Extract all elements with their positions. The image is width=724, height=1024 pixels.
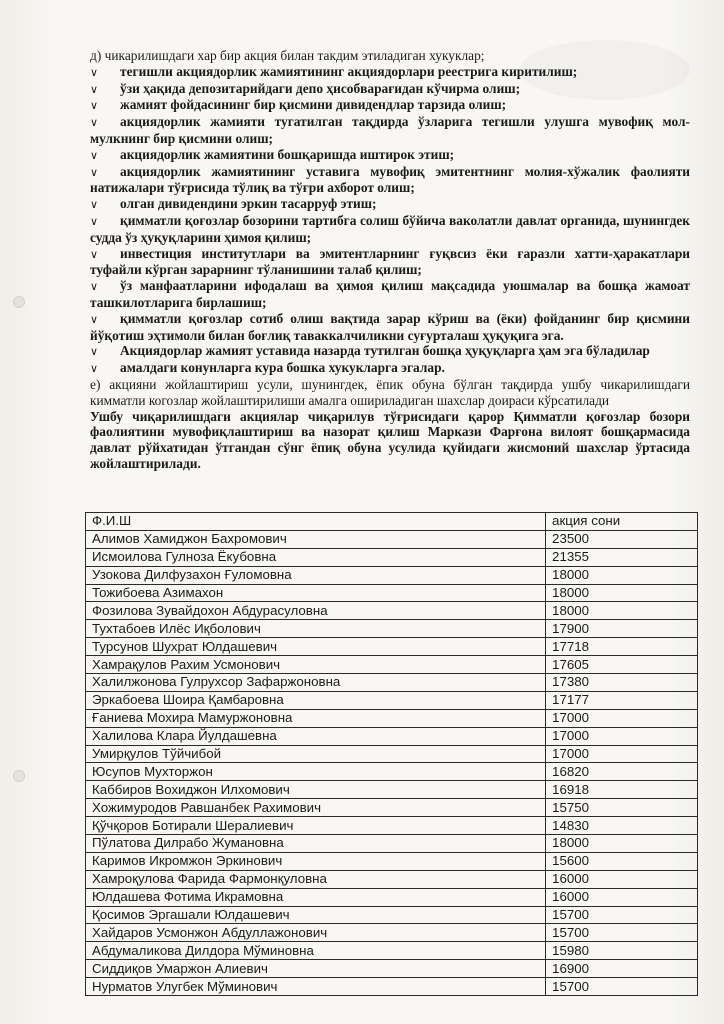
share-count-cell: 21355 <box>546 548 698 566</box>
placement-method-paragraph: е) акцияни жойлаштириш усули, шунингдек, ёпик обуна бўлган тақдирда ушбу чикарилишдаги кимматли когозлар жойлаштирилиши амалга ошириладиган шахслар доираси кўрсатилади <box>90 376 690 408</box>
placement-decision-paragraph: Ушбу чиқарилишдаги акциялар чиқарилув тўғрисидаги қарор Қимматли қоғозлар бозори фаолиятини мувофиқлаштириш ва назорат қилиш Маркази Фарғона вилоят бошқармасида давлат рўйхатидан ўтгандан сўнг ёпиқ обуна усулида қуйидаги жисмоний шахслар ўртасида жойлаштирилади. <box>90 408 690 471</box>
shareholder-name-cell: Хожимуродов Равшанбек Рахимович <box>86 799 546 817</box>
share-count-cell: 15700 <box>546 978 698 996</box>
share-count-cell: 23500 <box>546 530 698 548</box>
intro-line: д) чикарилишдаги хар бир акция билан такдим этиладиган хукуклар; <box>90 48 485 63</box>
table-row <box>86 745 698 763</box>
share-count-cell: 15700 <box>546 906 698 924</box>
share-count-cell: 16000 <box>546 888 698 906</box>
table-row <box>86 960 698 978</box>
table-row <box>86 674 698 692</box>
shareholder-name-cell: Халилова Клара Йулдашевна <box>86 727 546 745</box>
share-count-cell: 17900 <box>546 620 698 638</box>
share-count-cell: 16000 <box>546 870 698 888</box>
share-count-cell: 18000 <box>546 602 698 620</box>
table-row <box>86 817 698 835</box>
shareholder-name-cell: Абдумаликова Дилдора Мўминовна <box>86 942 546 960</box>
rights-list <box>90 64 690 377</box>
share-count-cell: 15750 <box>546 799 698 817</box>
checkmark-bullet-icon: ∨ <box>90 198 99 212</box>
list-item: ∨ акциядорлик жамияти тугатилган тақдирда ўзларига тегишли улушга мувофиқ мол-мулкнинг бир қисмини олиш; <box>90 114 690 146</box>
shareholder-name-cell: Фозилова Зувайдохон Абдурасуловна <box>86 602 546 620</box>
share-count-cell: 18000 <box>546 584 698 602</box>
table-row <box>86 709 698 727</box>
checkmark-bullet-icon: ∨ <box>90 148 99 162</box>
list-item: ∨ тегишли акциядорлик жамиятининг акциядорлари реестрига киритилиш; <box>90 63 578 79</box>
list-item: ∨ олган дивидендини эркин тасарруф этиш; <box>90 196 377 212</box>
shareholder-name-cell: Умирқулов Тўйчибой <box>86 745 546 763</box>
column-header-shares: акция сони <box>546 513 698 531</box>
table-row <box>86 656 698 674</box>
table-row <box>86 799 698 817</box>
share-count-cell: 18000 <box>546 566 698 584</box>
checkmark-bullet-icon: ∨ <box>90 280 99 294</box>
share-count-cell: 18000 <box>546 835 698 853</box>
shareholder-name-cell: Пўлатова Дилрабо Жумановна <box>86 835 546 853</box>
table-row <box>86 638 698 656</box>
table-row <box>86 978 698 996</box>
share-count-cell: 15700 <box>546 924 698 942</box>
shareholder-name-cell: Тухтабоев Илёс Иқболович <box>86 620 546 638</box>
list-item: ∨ амалдаги конунларга кура бошка хукукларга эгалар. <box>90 360 445 376</box>
shareholder-name-cell: Тожибоева Азимахон <box>86 584 546 602</box>
share-count-cell: 16820 <box>546 763 698 781</box>
shareholder-name-cell: Турсунов Шухрат Юлдашевич <box>86 638 546 656</box>
shareholder-name-cell: Исмоилова Гулноза Ёкубовна <box>86 548 546 566</box>
shareholder-name-cell: Нурматов Улугбек Мўминович <box>86 978 546 996</box>
share-count-cell: 16900 <box>546 960 698 978</box>
shareholders-table <box>85 512 698 996</box>
table-row <box>86 906 698 924</box>
share-count-cell: 17000 <box>546 709 698 727</box>
checkmark-bullet-icon: ∨ <box>90 247 99 261</box>
table-row <box>86 942 698 960</box>
list-item: ∨ қимматли қоғозлар сотиб олиш вақтида зарар кўриш ва (ёки) фойданинг бир қисмини йўқотиш эҳтимоли билан боғлиқ таваккалчиликни суғурталаш ҳуқуқига эга. <box>90 310 690 343</box>
shareholder-name-cell: Эркабоева Шоира Қамбаровна <box>86 691 546 709</box>
table-row <box>86 691 698 709</box>
table-row <box>86 566 698 584</box>
checkmark-bullet-icon: ∨ <box>90 116 99 130</box>
table-row <box>86 530 698 548</box>
share-count-cell: 17000 <box>546 727 698 745</box>
table-row <box>86 852 698 870</box>
list-item: ∨ Акциядорлар жамият уставида назарда тутилган бошқа ҳуқуқларга ҳам эга бўладилар <box>90 343 650 359</box>
checkmark-bullet-icon: ∨ <box>90 345 99 359</box>
document-body <box>90 48 690 472</box>
checkmark-bullet-icon: ∨ <box>90 99 99 113</box>
share-count-cell: 17000 <box>546 745 698 763</box>
checkmark-bullet-icon: ∨ <box>90 65 99 79</box>
shareholder-name-cell: Хайдаров Усмонжон Абдуллажонович <box>86 924 546 942</box>
shareholder-name-cell: Юлдашева Фотима Икрамовна <box>86 888 546 906</box>
table-row <box>86 727 698 745</box>
share-count-cell: 17605 <box>546 656 698 674</box>
shareholder-name-cell: Сиддиқов Умаржон Алиевич <box>86 960 546 978</box>
shareholder-name-cell: Каббиров Вохиджон Илхомович <box>86 781 546 799</box>
checkmark-bullet-icon: ∨ <box>90 312 99 326</box>
column-header-name: Ф.И.Ш <box>86 513 546 531</box>
shareholder-name-cell: Халилжонова Гулрухсор Зафаржоновна <box>86 674 546 692</box>
table-row <box>86 835 698 853</box>
shareholder-name-cell: Юсупов Мухторжон <box>86 763 546 781</box>
checkmark-bullet-icon: ∨ <box>90 362 99 376</box>
list-item: ∨ қимматли қоғозлар бозорини тартибга солиш бўйича ваколатли давлат органида, шунингдек судда ўз ҳуқуқларини ҳимоя қилиш; <box>90 212 690 245</box>
share-count-cell: 17718 <box>546 638 698 656</box>
table-header-row <box>86 513 698 531</box>
list-item: ∨ ўз манфаатларини ифодалаш ва ҳимоя қилиш мақсадида уюшмалар ва бошқа жамоат ташкилотларига бирлашиш; <box>90 278 690 310</box>
share-count-cell: 15600 <box>546 852 698 870</box>
table-row <box>86 924 698 942</box>
checkmark-bullet-icon: ∨ <box>90 214 99 228</box>
list-item: ∨ инвестиция институтлари ва эмитентларнинг ғуқвсиз ёки ғаразли хатти-ҳаракатлари туфайли кўрган зарарнинг тўланишини талаб қилиш; <box>90 245 690 278</box>
checkmark-bullet-icon: ∨ <box>90 165 99 179</box>
share-count-cell: 16918 <box>546 781 698 799</box>
punch-hole-icon <box>13 770 25 782</box>
table-row <box>86 763 698 781</box>
table-row <box>86 584 698 602</box>
table-row <box>86 602 698 620</box>
table-row <box>86 548 698 566</box>
list-item: ∨ ўзи ҳақида депозитарийдаги депо ҳисобварағидан кўчирма олиш; <box>90 80 521 96</box>
checkmark-bullet-icon: ∨ <box>90 82 99 96</box>
table-row <box>86 781 698 799</box>
table-row <box>86 620 698 638</box>
shareholder-name-cell: Каримов Икромжон Эркинович <box>86 852 546 870</box>
share-count-cell: 17380 <box>546 674 698 692</box>
share-count-cell: 14830 <box>546 817 698 835</box>
shareholder-name-cell: Хамрақулов Рахим Усмонович <box>86 656 546 674</box>
list-item: ∨ акциядорлик жамиятининг уставига мувофиқ эмитентнинг молия-хўжалик фаолияти натижалари тўғрисида тўлиқ ва тўғри ахборот олиш; <box>90 163 690 196</box>
share-count-cell: 15980 <box>546 942 698 960</box>
shareholder-name-cell: Узокова Дилфузахон Ғуломовна <box>86 566 546 584</box>
list-item: ∨ жамият фойдасининг бир қисмини дивидендлар тарзида олиш; <box>90 97 507 113</box>
shareholder-name-cell: Хамроқулова Фарида Фармонқуловна <box>86 870 546 888</box>
shareholder-name-cell: Қўчқоров Ботирали Шералиевич <box>86 817 546 835</box>
shareholder-name-cell: Алимов Хамиджон Бахромович <box>86 530 546 548</box>
shareholder-name-cell: Ғаниева Мохира Мамуржоновна <box>86 709 546 727</box>
punch-hole-icon <box>13 296 25 308</box>
list-item: ∨ акциядорлик жамиятини бошқаришда иштирок этиш; <box>90 146 455 162</box>
table-row <box>86 870 698 888</box>
shareholder-name-cell: Қосимов Эргашали Юлдашевич <box>86 906 546 924</box>
table-row <box>86 888 698 906</box>
share-count-cell: 17177 <box>546 691 698 709</box>
